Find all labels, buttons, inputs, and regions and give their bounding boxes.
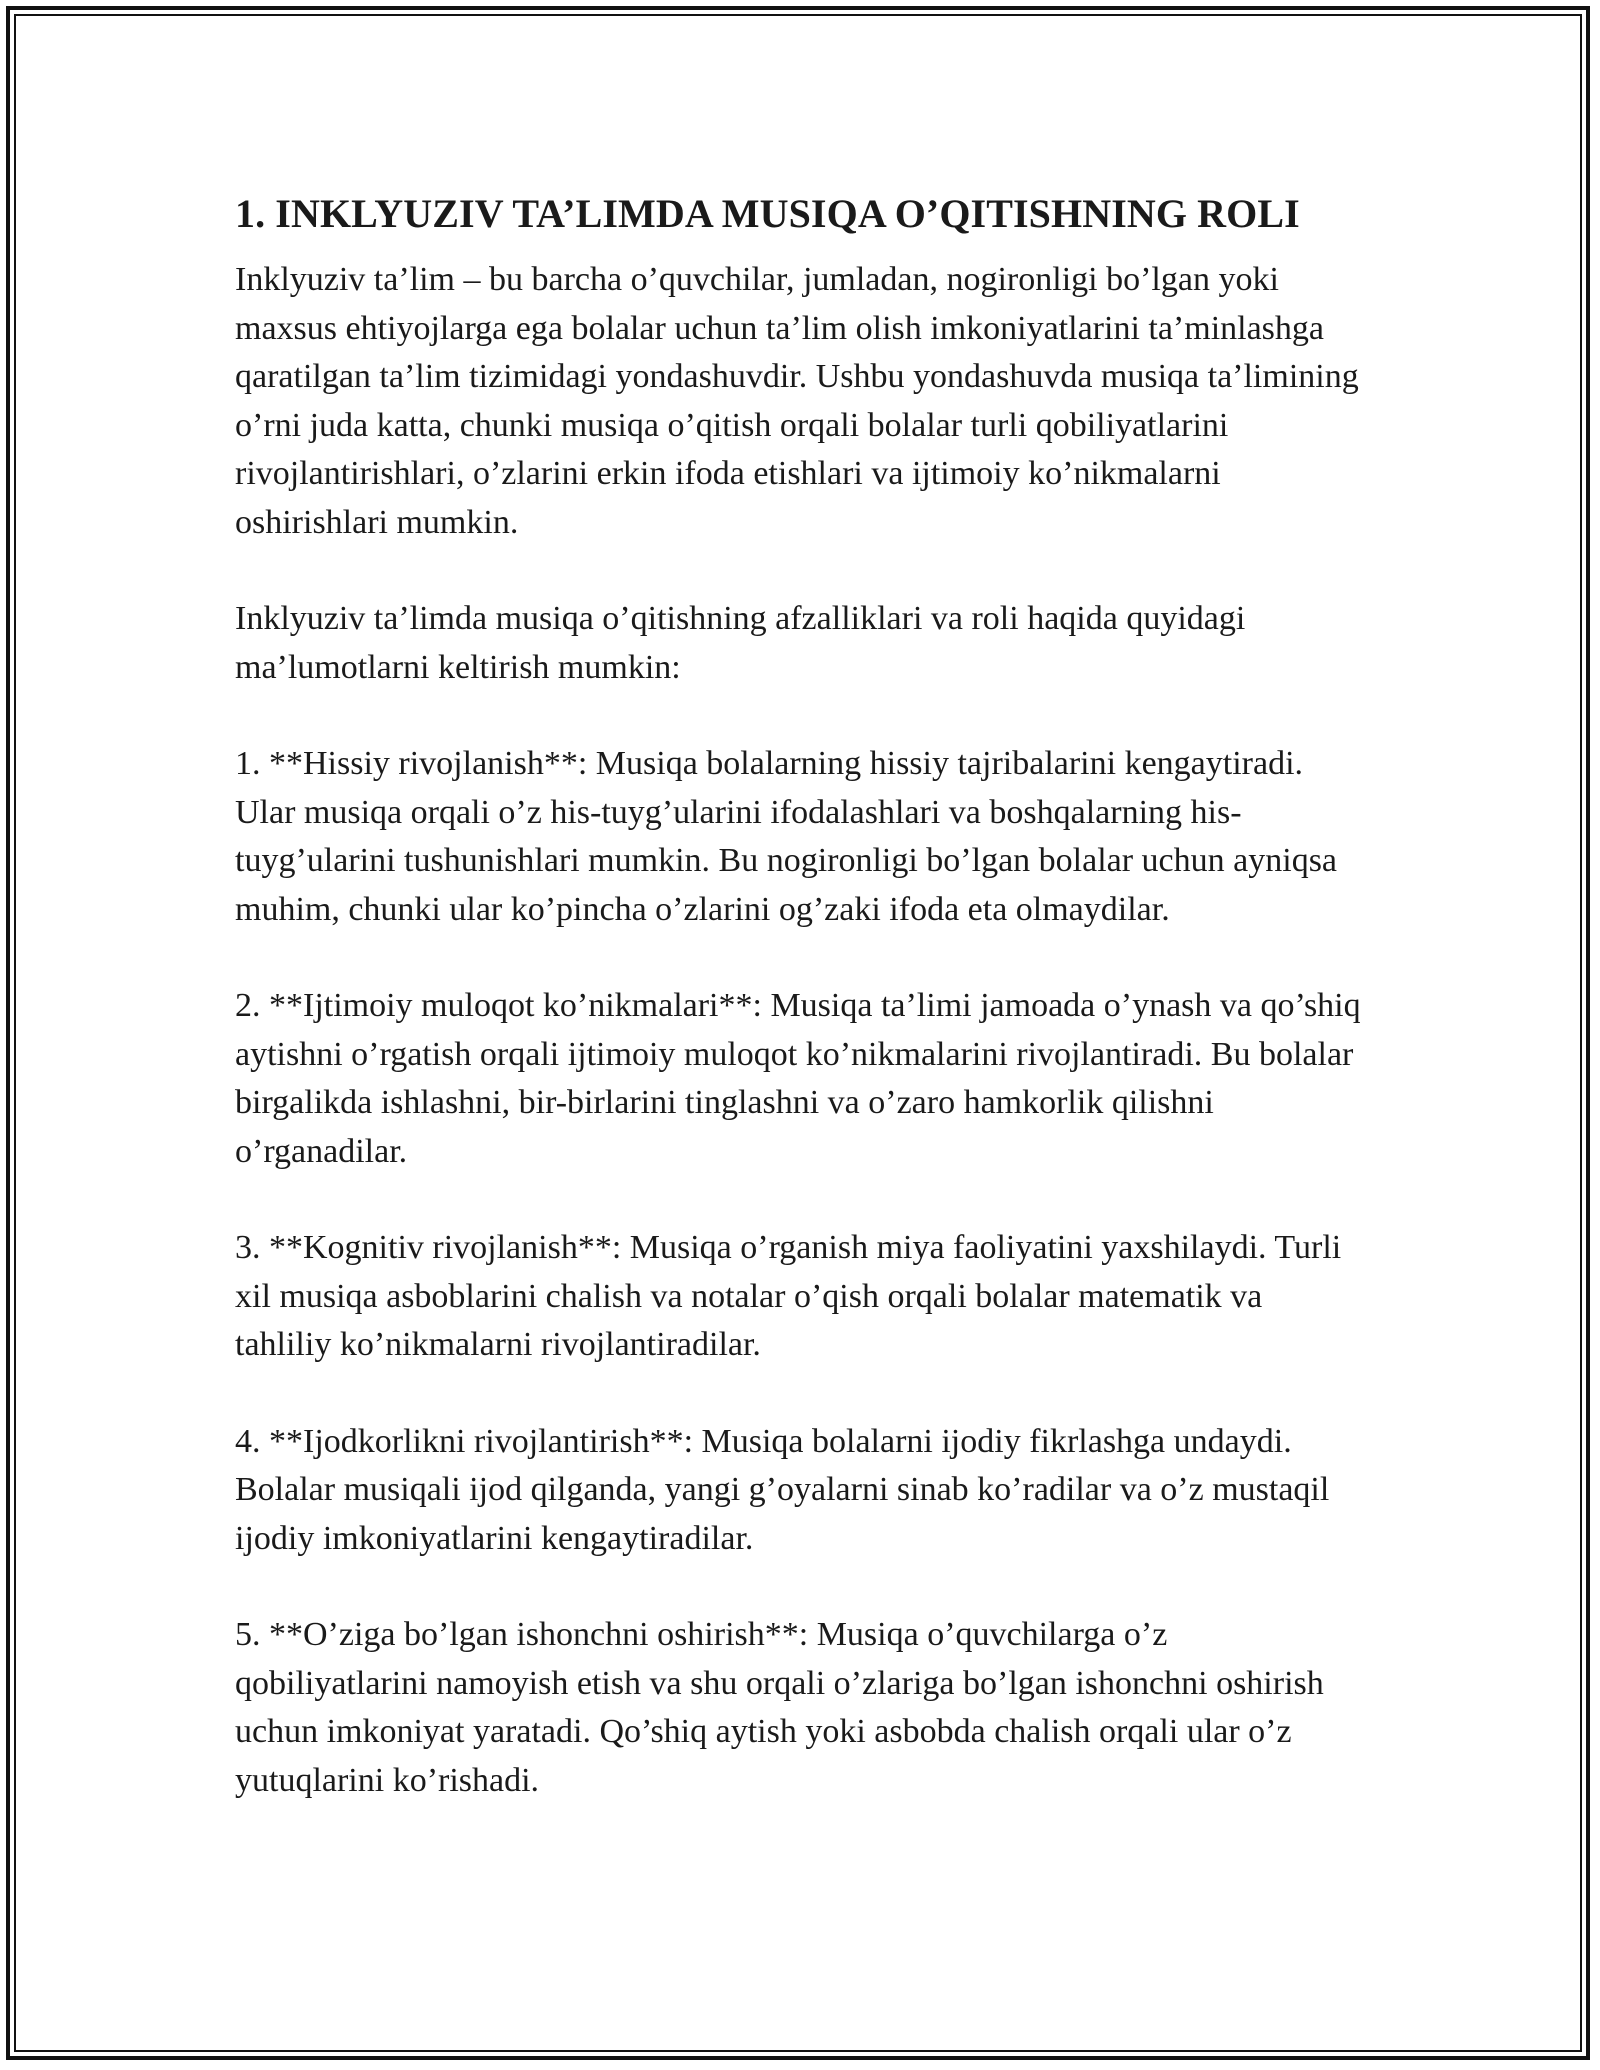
list-item-ijodkorlik: 4. **Ijodkorlikni rivojlantirish**: Musiqa bolalarni ijodiy fikrlashga undaydi. Bolalar musiqali ijod qilganda, yangi g’oyalarni sinab ko’radilar va o’z mustaqil ijodiy imkoniyatlarini kengaytiradilar. xyxy=(235,1422,1330,1557)
document-body xyxy=(235,188,1365,1805)
lead-in-paragraph: Inklyuziv ta’limda musiqa o’qitishning afzalliklari va roli haqida quyidagi ma’lumotlarni keltirish mumkin: xyxy=(235,600,1246,686)
list-item-ishonch: 5. **O’ziga bo’lgan ishonchni oshirish**: Musiqa o’quvchilarga o’z qobiliyatlarini namoyish etish va shu orqali o’zlariga bo’lgan ishonchni oshirish uchun imkoniyat yaratadi. Qo’shiq aytish yoki asbobda chalish orqali ular o’z yutuqlarini ko’rishadi. xyxy=(235,1616,1324,1799)
document-title: 1. INKLYUZIV TA’LIMDA MUSIQA O’QITISHNING ROLI xyxy=(235,191,1300,236)
list-item-ijtimoiy-muloqot: 2. **Ijtimoiy muloqot ko’nikmalari**: Musiqa ta’limi jamoada o’ynash va qo’shiq aytishni o’rgatish orqali ijtimoiy muloqot ko’nikmalarini rivojlantiradi. Bu bolalar birgalikda ishlashni, bir-birlarini tinglashni va o’zaro hamkorlik qilishni o’rganadilar. xyxy=(235,987,1361,1170)
intro-paragraph: Inklyuziv ta’lim – bu barcha o’quvchilar, jumladan, nogironligi bo’lgan yoki maxsus ehtiyojlarga ega bolalar uchun ta’lim olish imkoniyatlarini ta’minlashga qaratilgan ta’lim tizimidagi yondashuvdir. Ushbu yondashuvda musiqa ta’limining o’rni juda katta, chunki musiqa o’qitish orqali bolalar turli qobiliyatlarini rivojlantirishlari, o’zlarini erkin ifoda etishlari va ijtimoiy ko’nikmalarni oshirishlari mumkin. xyxy=(235,261,1359,541)
list-item-kognitiv-rivojlanish: 3. **Kognitiv rivojlanish**: Musiqa o’rganish miya faoliyatini yaxshilaydi. Turli xil musiqa asboblarini chalish va notalar o’qish orqali bolalar matematik va tahliliy ko’nikmalarni rivojlantiradilar. xyxy=(235,1229,1342,1363)
list-item-hissiy-rivojlanish: 1. **Hissiy rivojlanish**: Musiqa bolalarning hissiy tajribalarini kengaytiradi. Ular musiqa orqali o’z his-tuyg’ularini ifodalashlari va boshqalarning his-tuyg’ularini tushunishlari mumkin. Bu nogironligi bo’lgan bolalar uchun ayniqsa muhim, chunki ular ko’pincha o’zlarini og’zaki ifoda eta olmaydilar. xyxy=(235,745,1338,928)
